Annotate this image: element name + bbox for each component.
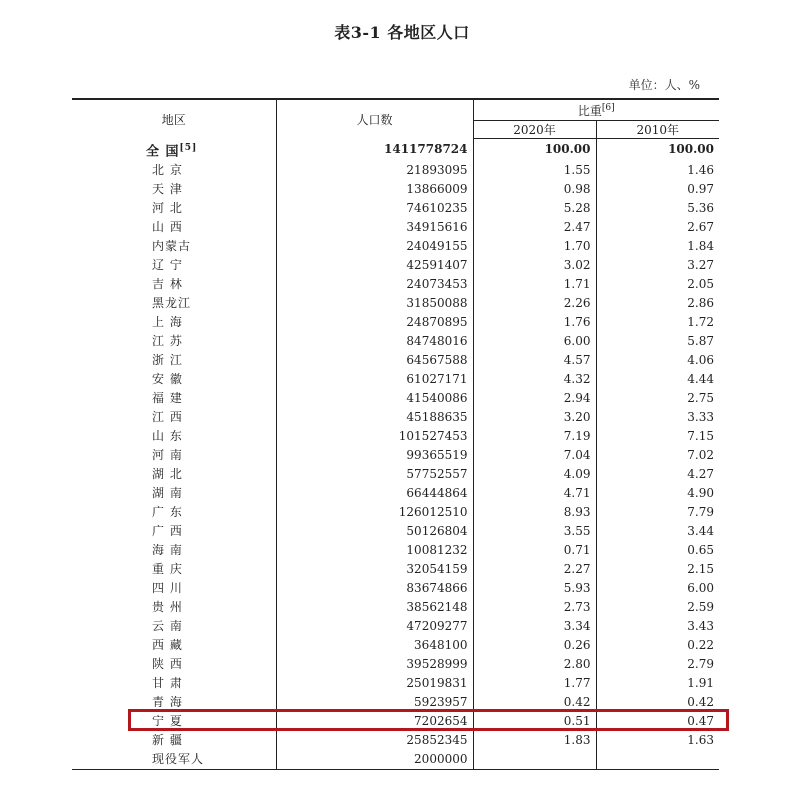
share-2010-value: 0.42 bbox=[687, 694, 715, 709]
share-2010-value: 0.22 bbox=[687, 637, 715, 652]
share-2020-value: 4.09 bbox=[473, 465, 596, 484]
share-2010-value: 0.65 bbox=[687, 542, 715, 557]
region-name: 浙 江 bbox=[72, 351, 276, 370]
header-share-label: 比重 bbox=[577, 103, 602, 118]
region-name: 山 西 bbox=[72, 218, 276, 237]
share-2020-value: 3.55 bbox=[473, 522, 596, 541]
population-value: 25019831 bbox=[276, 674, 473, 693]
share-2020-value: 100.00 bbox=[473, 139, 596, 161]
population-value: 31850088 bbox=[276, 294, 473, 313]
table-row bbox=[72, 655, 719, 674]
share-2020-value: 0.26 bbox=[473, 636, 596, 655]
share-2020-value: 5.28 bbox=[473, 199, 596, 218]
population-value: 126012510 bbox=[276, 503, 473, 522]
share-2010-value: 0.97 bbox=[687, 181, 715, 196]
population-value: 101527453 bbox=[276, 427, 473, 446]
share-2020-value: 2.47 bbox=[473, 218, 596, 237]
table-row bbox=[72, 712, 719, 731]
table-row bbox=[72, 465, 719, 484]
region-name: 北 京 bbox=[72, 161, 276, 180]
share-2010-value: 1.84 bbox=[687, 238, 715, 253]
population-value: 10081232 bbox=[276, 541, 473, 560]
population-value: 7202654 bbox=[276, 712, 473, 731]
population-value: 41540086 bbox=[276, 389, 473, 408]
share-2010-value: 2.79 bbox=[687, 656, 715, 671]
share-2020-value: 4.71 bbox=[473, 484, 596, 503]
share-2010-value: 4.27 bbox=[687, 466, 715, 481]
region-name: 福 建 bbox=[72, 389, 276, 408]
share-2020-value: 1.70 bbox=[473, 237, 596, 256]
share-2020-value: 1.71 bbox=[473, 275, 596, 294]
share-2010-value: 0.47 bbox=[687, 713, 715, 728]
table-row bbox=[72, 503, 719, 522]
total-note: [5] bbox=[179, 142, 198, 153]
population-value: 64567588 bbox=[276, 351, 473, 370]
share-2020-value bbox=[473, 750, 596, 770]
region-name: 辽 宁 bbox=[72, 256, 276, 275]
region-name: 江 苏 bbox=[72, 332, 276, 351]
share-2020-value: 3.02 bbox=[473, 256, 596, 275]
region-name: 安 徽 bbox=[72, 370, 276, 389]
share-2010-value: 3.33 bbox=[687, 409, 715, 424]
region-name: 西 藏 bbox=[72, 636, 276, 655]
population-value: 24870895 bbox=[276, 313, 473, 332]
region-name: 广 西 bbox=[72, 522, 276, 541]
region-name: 内蒙古 bbox=[72, 237, 276, 256]
table-row bbox=[72, 332, 719, 351]
population-value: 2000000 bbox=[276, 750, 473, 770]
table-row bbox=[72, 636, 719, 655]
table-row bbox=[72, 541, 719, 560]
share-2020-value: 1.77 bbox=[473, 674, 596, 693]
share-2010-value: 1.91 bbox=[687, 675, 715, 690]
region-name: 四 川 bbox=[72, 579, 276, 598]
table-row bbox=[72, 313, 719, 332]
region-name: 天 津 bbox=[72, 180, 276, 199]
region-name: 江 西 bbox=[72, 408, 276, 427]
region-name: 河 北 bbox=[72, 199, 276, 218]
header-share bbox=[473, 99, 719, 121]
population-value: 21893095 bbox=[276, 161, 473, 180]
region-name: 黑龙江 bbox=[72, 294, 276, 313]
region-name: 河 南 bbox=[72, 446, 276, 465]
share-2010-value: 2.86 bbox=[687, 295, 715, 310]
table-row bbox=[72, 446, 719, 465]
region-name: 贵 州 bbox=[72, 598, 276, 617]
region-name: 现役军人 bbox=[72, 750, 276, 770]
table-row bbox=[72, 560, 719, 579]
share-2010-value: 100.00 bbox=[668, 142, 715, 157]
population-value: 42591407 bbox=[276, 256, 473, 275]
share-2010-value bbox=[596, 750, 719, 770]
share-2020-value: 3.20 bbox=[473, 408, 596, 427]
share-2020-value: 2.80 bbox=[473, 655, 596, 674]
share-2020-value: 0.98 bbox=[473, 180, 596, 199]
region-name: 云 南 bbox=[72, 617, 276, 636]
population-value: 57752557 bbox=[276, 465, 473, 484]
share-2010-value: 7.02 bbox=[687, 447, 715, 462]
population-value: 13866009 bbox=[276, 180, 473, 199]
share-2020-value: 2.27 bbox=[473, 560, 596, 579]
population-value: 3648100 bbox=[276, 636, 473, 655]
region-name: 新 疆 bbox=[72, 731, 276, 750]
share-2020-value: 0.42 bbox=[473, 693, 596, 712]
share-2020-value: 4.32 bbox=[473, 370, 596, 389]
share-2020-value: 1.55 bbox=[473, 161, 596, 180]
region-name: 宁 夏 bbox=[72, 712, 276, 731]
table-row bbox=[72, 218, 719, 237]
population-value: 34915616 bbox=[276, 218, 473, 237]
total-name: 全 国 bbox=[146, 143, 180, 159]
population-value: 45188635 bbox=[276, 408, 473, 427]
table-row bbox=[72, 617, 719, 636]
region-name: 湖 南 bbox=[72, 484, 276, 503]
region-name: 上 海 bbox=[72, 313, 276, 332]
share-2010-value: 2.05 bbox=[687, 276, 715, 291]
population-value: 99365519 bbox=[276, 446, 473, 465]
share-2020-value: 0.51 bbox=[473, 712, 596, 731]
share-2010-value: 3.44 bbox=[687, 523, 715, 538]
table-row bbox=[72, 199, 719, 218]
header-population: 人口数 bbox=[276, 99, 473, 139]
share-2010-value: 6.00 bbox=[687, 580, 715, 595]
table-row-total bbox=[72, 139, 719, 161]
population-value: 1411778724 bbox=[276, 139, 473, 161]
region-name bbox=[72, 139, 276, 161]
table-row bbox=[72, 674, 719, 693]
share-2020-value: 1.83 bbox=[473, 731, 596, 750]
header-year-2020: 2020年 bbox=[473, 121, 596, 139]
share-2020-value: 1.76 bbox=[473, 313, 596, 332]
header-share-note: [6] bbox=[601, 102, 615, 113]
share-2010-value: 2.75 bbox=[687, 390, 715, 405]
population-value: 84748016 bbox=[276, 332, 473, 351]
table-row bbox=[72, 237, 719, 256]
region-name: 甘 肃 bbox=[72, 674, 276, 693]
population-value: 50126804 bbox=[276, 522, 473, 541]
population-value: 24049155 bbox=[276, 237, 473, 256]
share-2010-value: 1.46 bbox=[687, 162, 715, 177]
region-name: 吉 林 bbox=[72, 275, 276, 294]
share-2020-value: 3.34 bbox=[473, 617, 596, 636]
table-row bbox=[72, 693, 719, 712]
share-2010-value: 3.27 bbox=[687, 257, 715, 272]
share-2020-value: 2.73 bbox=[473, 598, 596, 617]
population-value: 66444864 bbox=[276, 484, 473, 503]
share-2020-value: 5.93 bbox=[473, 579, 596, 598]
table-row bbox=[72, 161, 719, 180]
share-2010-value: 2.67 bbox=[687, 219, 715, 234]
population-value: 38562148 bbox=[276, 598, 473, 617]
share-2010-value: 1.72 bbox=[687, 314, 715, 329]
share-2020-value: 6.00 bbox=[473, 332, 596, 351]
table-row bbox=[72, 484, 719, 503]
header-region: 地区 bbox=[72, 99, 276, 139]
region-name: 重 庆 bbox=[72, 560, 276, 579]
region-name: 广 东 bbox=[72, 503, 276, 522]
population-value: 32054159 bbox=[276, 560, 473, 579]
share-2010-value: 4.44 bbox=[687, 371, 715, 386]
table-row bbox=[72, 370, 719, 389]
table-row bbox=[72, 731, 719, 750]
table-row bbox=[72, 275, 719, 294]
table-row bbox=[72, 389, 719, 408]
unit-label: 单位：人、% bbox=[628, 78, 700, 92]
table-row bbox=[72, 522, 719, 541]
table-row bbox=[72, 598, 719, 617]
share-2020-value: 2.26 bbox=[473, 294, 596, 313]
share-2010-value: 5.87 bbox=[687, 333, 715, 348]
table-row bbox=[72, 294, 719, 313]
table-row bbox=[72, 579, 719, 598]
region-name: 青 海 bbox=[72, 693, 276, 712]
population-value: 5923957 bbox=[276, 693, 473, 712]
share-2010-value: 2.15 bbox=[687, 561, 715, 576]
population-value: 24073453 bbox=[276, 275, 473, 294]
population-value: 47209277 bbox=[276, 617, 473, 636]
population-value: 25852345 bbox=[276, 731, 473, 750]
region-name: 海 南 bbox=[72, 541, 276, 560]
share-2020-value: 7.19 bbox=[473, 427, 596, 446]
share-2020-value: 0.71 bbox=[473, 541, 596, 560]
table-row bbox=[72, 351, 719, 370]
population-value: 74610235 bbox=[276, 199, 473, 218]
share-2020-value: 8.93 bbox=[473, 503, 596, 522]
table-title: 表3-1 各地区人口 bbox=[334, 23, 470, 42]
share-2010-value: 1.63 bbox=[687, 732, 715, 747]
table-row bbox=[72, 256, 719, 275]
share-2010-value: 4.90 bbox=[687, 485, 715, 500]
table-row bbox=[72, 408, 719, 427]
header-year-2010: 2010年 bbox=[596, 121, 719, 139]
share-2010-value: 5.36 bbox=[687, 200, 715, 215]
population-value: 83674866 bbox=[276, 579, 473, 598]
share-2020-value: 7.04 bbox=[473, 446, 596, 465]
region-name: 湖 北 bbox=[72, 465, 276, 484]
population-value: 39528999 bbox=[276, 655, 473, 674]
share-2010-value: 3.43 bbox=[687, 618, 715, 633]
table-row bbox=[72, 750, 719, 770]
population-value: 61027171 bbox=[276, 370, 473, 389]
table-row bbox=[72, 427, 719, 446]
share-2020-value: 2.94 bbox=[473, 389, 596, 408]
share-2010-value: 7.79 bbox=[687, 504, 715, 519]
share-2010-value: 4.06 bbox=[687, 352, 715, 367]
region-name: 山 东 bbox=[72, 427, 276, 446]
share-2010-value: 7.15 bbox=[687, 428, 715, 443]
share-2020-value: 4.57 bbox=[473, 351, 596, 370]
population-table bbox=[72, 98, 719, 770]
share-2010-value: 2.59 bbox=[687, 599, 715, 614]
table-row bbox=[72, 180, 719, 199]
region-name: 陕 西 bbox=[72, 655, 276, 674]
